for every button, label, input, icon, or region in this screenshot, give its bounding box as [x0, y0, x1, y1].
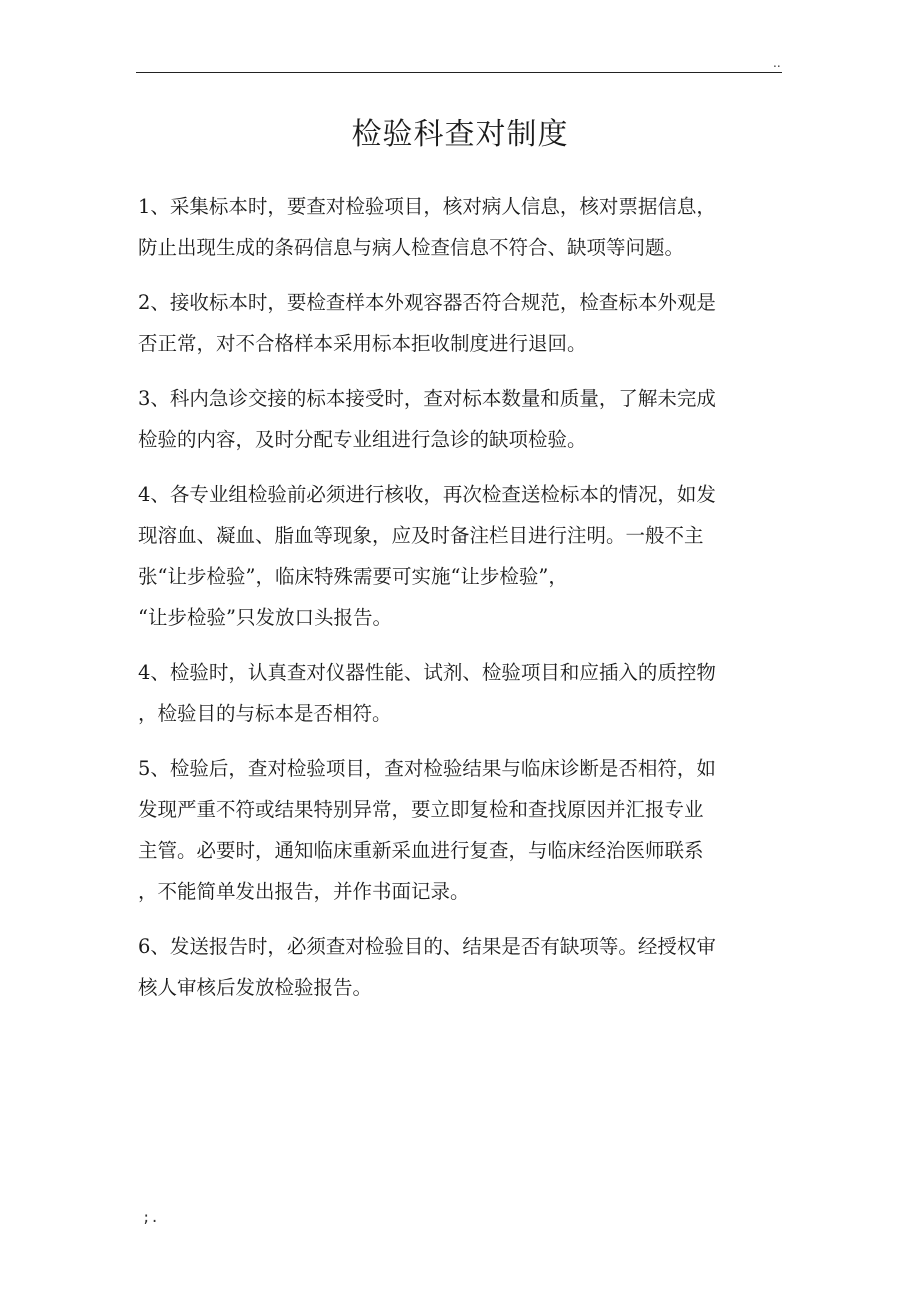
paragraph — [138, 378, 788, 460]
paragraph-line: “让步检验”只发放口头报告。 — [138, 606, 392, 629]
document-title: 检验科查对制度 — [351, 117, 569, 152]
paragraph — [138, 282, 788, 364]
paragraph — [138, 652, 788, 734]
paragraph-line: 5、检验后，查对检验项目，查对检验结果与临床诊断是否相符，如 — [138, 757, 716, 780]
document-body — [138, 186, 788, 1022]
paragraph — [138, 186, 788, 268]
paragraph-line: 现溶血、凝血、脂血等现象，应及时备注栏目进行注明。一般不主 — [138, 524, 704, 547]
paragraph-line: 4、检验时，认真查对仪器性能、试剂、检验项目和应插入的质控物 — [138, 661, 716, 684]
paragraph-line: ，不能简单发出报告，并作书面记录。 — [138, 880, 470, 903]
paragraph-line: 4、各专业组检验前必须进行核收，再次检查送检标本的情况，如发 — [138, 483, 716, 506]
paragraph-line: 发现严重不符或结果特别异常，要立即复检和查找原因并汇报专业 — [138, 798, 704, 821]
paragraph-line: 2、接收标本时，要检查样本外观容器否符合规范，检查标本外观是 — [138, 291, 716, 314]
paragraph-line: 核人审核后发放检验报告。 — [138, 976, 373, 999]
paragraph-line: 防止出现生成的条码信息与病人检查信息不符合、缺项等问题。 — [138, 236, 685, 259]
footer-mark: ;. — [142, 1210, 159, 1226]
paragraph-line: 1、采集标本时，要查对检验项目，核对病人信息，核对票据信息， — [138, 195, 716, 218]
paragraph-line: 张“让步检验”，临床特殊需要可实施“让步检验”， — [138, 565, 568, 588]
paragraph-line: 6、发送报告时，必须查对检验目的、结果是否有缺项等。经授权审 — [138, 935, 716, 958]
header-mark: .. — [773, 56, 781, 70]
paragraph-line: 检验的内容，及时分配专业组进行急诊的缺项检验。 — [138, 428, 587, 451]
paragraph — [138, 926, 788, 1008]
paragraph — [138, 474, 788, 638]
paragraph-line: 否正常，对不合格样本采用标本拒收制度进行退回。 — [138, 332, 587, 355]
paragraph-line: 3、科内急诊交接的标本接受时，查对标本数量和质量，了解未完成 — [138, 387, 716, 410]
paragraph-line: 主管。必要时，通知临床重新采血进行复查，与临床经治医师联系 — [138, 839, 704, 862]
paragraph-line: ，检验目的与标本是否相符。 — [138, 702, 392, 725]
header-rule — [136, 72, 782, 73]
paragraph — [138, 748, 788, 912]
